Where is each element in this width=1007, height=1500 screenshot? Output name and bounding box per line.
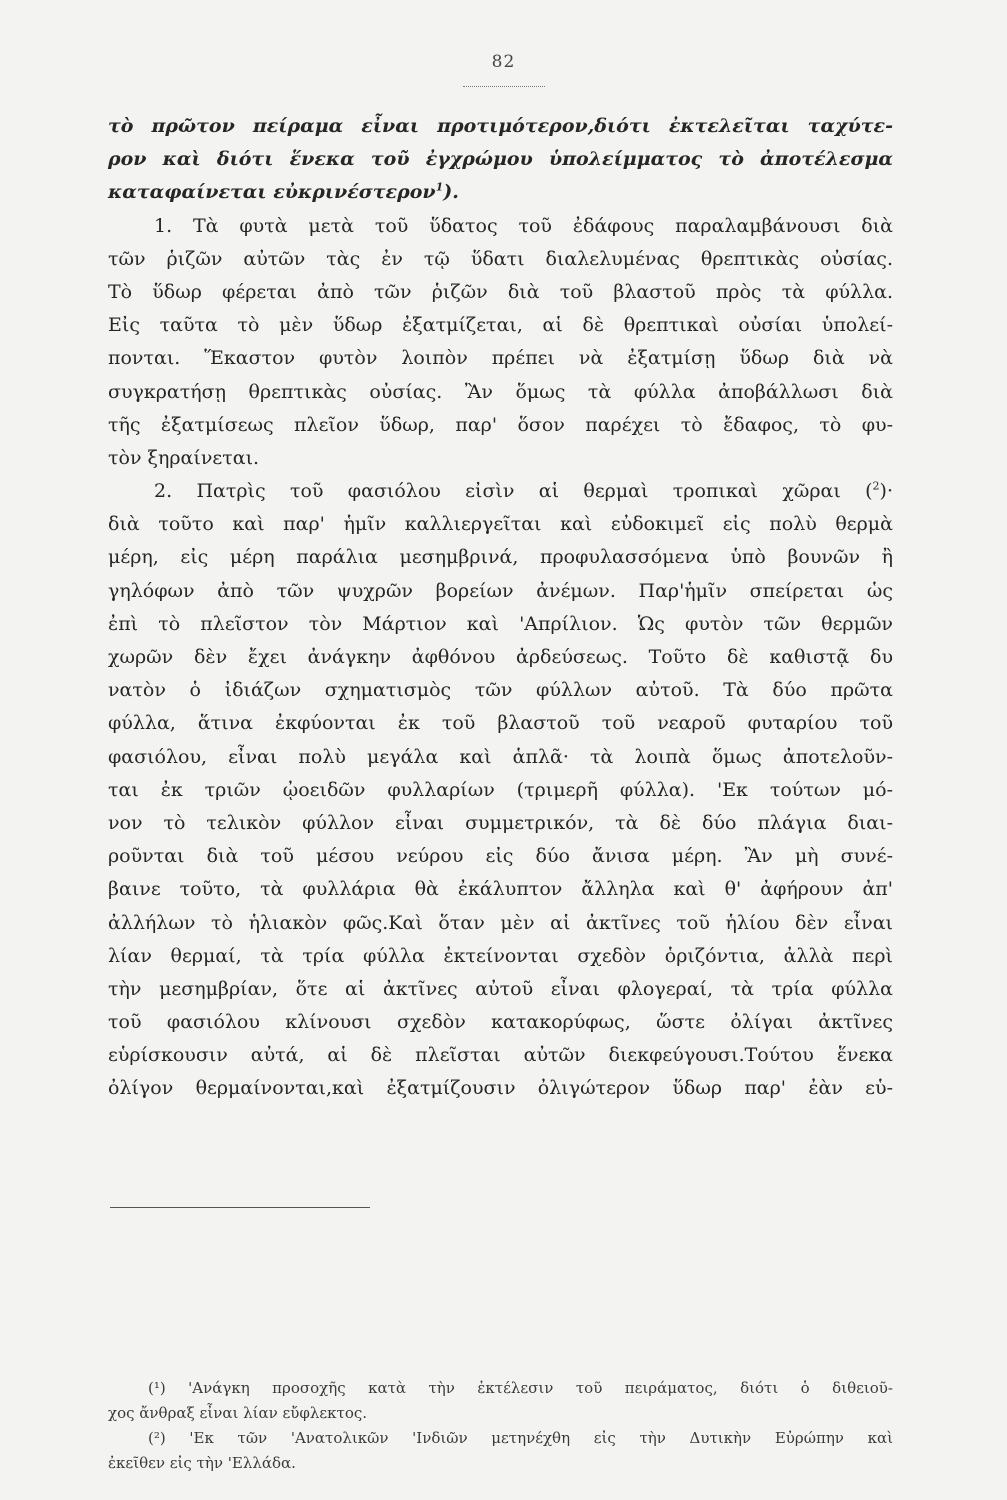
text-line: συγκρατήσῃ θρεπτικὰς οὐσίας. Ἂν ὅμως τὰ φύλλα ἀποβάλλωσι διὰ [108, 380, 893, 403]
text-line: λίαν θερμαί, τὰ τρία φύλλα ἐκτείνονται σχεδὸν ὁριζόντια, ἀλλὰ περὶ [108, 944, 893, 967]
text-line: ἀλλήλων τὸ ἡλιακὸν φῶς.Καὶ ὅταν μὲν αἱ ἀκτῖνες τοῦ ἡλίου δὲν εἶναι [108, 911, 893, 934]
footnote-divider [110, 1207, 370, 1208]
footnote-line: (²) 'Εκ τῶν 'Ανατολικῶν 'Ινδιῶν μετηνέχθη εἰς τὴν Δυτικὴν Εὐρώπην καὶ [148, 1429, 893, 1447]
text-line: διὰ τοῦτο καὶ παρ' ἡμῖν καλλιεργεῖται καὶ εὐδοκιμεῖ εἰς πολὺ θερμὰ [108, 513, 893, 536]
text-line: ἐπὶ τὸ πλεῖστον τὸν Μάρτιον καὶ 'Απρίλιον. Ὡς φυτὸν τῶν θερμῶν [108, 612, 893, 635]
text-line: νον τὸ τελικὸν φύλλον εἶναι συμμετρικόν, τὰ δὲ δύο πλάγια διαι- [108, 811, 893, 834]
page-number: 82 [491, 52, 516, 72]
text-line: φύλλα, ἅτινα ἐκφύονται ἐκ τοῦ βλαστοῦ τοῦ νεαροῦ φυταρίου τοῦ [108, 712, 893, 735]
text-line: τοῦ φασιόλου κλίνουσι σχεδὸν κατακορύφως, ὥστε ὀλίγαι ἀκτῖνες [108, 1011, 893, 1034]
text-line: τὸ πρῶτον πείραμα εἶναι προτιμότερον,διότι ἐκτελεῖται ταχύτε- [108, 115, 893, 137]
page-number-rule [463, 86, 545, 87]
body-text [108, 110, 893, 1106]
footnote-line: χος ἄνθραξ εἶναι λίαν εὔφλεκτος. [108, 1404, 368, 1422]
text-line: τῆς ἐξατμίσεως πλεῖον ὕδωρ, παρ' ὅσον παρέχει τὸ ἔδαφος, τὸ φυ- [108, 413, 893, 436]
text-line: μέρη, εἰς μέρη παράλια μεσημβρινά, προφυλασσόμενα ὑπὸ βουνῶν ἢ [108, 546, 893, 569]
text-line: καταφαίνεται εὐκρινέστερον$^1$). [108, 181, 459, 204]
text-line: Τὸ ὕδωρ φέρεται ἀπὸ τῶν ῥιζῶν διὰ τοῦ βλαστοῦ πρὸς τὰ φύλλα. [108, 280, 893, 303]
text-line: Εἰς ταῦτα τὸ μὲν ὕδωρ ἐξατμίζεται, αἱ δὲ θρεπτικαὶ οὐσίαι ὑπολεί- [108, 314, 893, 337]
text-line: ροῦνται διὰ τοῦ μέσου νεύρου εἰς δύο ἄνισα μέρη. Ἂν μὴ συνέ- [108, 845, 893, 868]
text-line: γηλόφων ἀπὸ τῶν ψυχρῶν βορείων ἀνέμων. Παρ'ἡμῖν σπείρεται ὡς [108, 579, 893, 602]
footnote-marker: 1 [435, 181, 444, 195]
text-line: φασιόλου, εἶναι πολὺ μεγάλα καὶ ἁπλᾶ· τὰ λοιπὰ ὅμως ἀποτελοῦν- [108, 745, 893, 768]
text-line: τὸν ξηραίνεται. [108, 446, 260, 469]
text-line: ὀλίγον θερμαίνονται,καὶ ἐξατμίζουσιν ὀλιγώτερον ὕδωρ παρ' ἐὰν εὑ- [108, 1077, 893, 1100]
text-line: ται ἐκ τριῶν ᾠοειδῶν φυλλαρίων (τριμερῆ φύλλα). 'Εκ τούτων μό- [108, 778, 893, 801]
text-line: χωρῶν δὲν ἔχει ἀνάγκην ἀφθόνου ἀρδεύσεως. Τοῦτο δὲ καθιστᾷ δυ [108, 646, 893, 668]
text-line: νατὸν ὁ ἰδιάζων σχηματισμὸς τῶν φύλλων αὐτοῦ. Τὰ δύο πρῶτα [108, 679, 893, 702]
text-line: τῶν ῥιζῶν αὐτῶν τὰς ἐν τῷ ὕδατι διαλελυμένας θρεπτικὰς οὐσίας. [108, 247, 893, 270]
text-line: πονται. Ἕκαστον φυτὸν λοιπὸν πρέπει νὰ ἐξατμίσῃ ὕδωρ διὰ νὰ [108, 347, 893, 370]
footnote-marker: 2 [872, 479, 880, 493]
text-line: 2. Πατρὶς τοῦ φασιόλου εἰσὶν αἱ θερμαὶ τροπικαὶ χῶραι ($^2$)· [154, 479, 893, 503]
text-line: εὑρίσκουσιν αὐτά, αἱ δὲ πλεῖσται αὐτῶν διεκφεύγουσι.Τούτου ἕνεκα [108, 1044, 893, 1067]
text-line: ρον καὶ διότι ἕνεκα τοῦ ἐγχρώμου ὑπολείμματος τὸ ἀποτέλεσμα [108, 148, 893, 171]
footnote-line: (¹) 'Ανάγκη προσοχῆς κατὰ τὴν ἐκτέλεσιν τοῦ πειράματος, διότι ὁ διθειοῦ- [148, 1379, 893, 1397]
text-line: 1. Τὰ φυτὰ μετὰ τοῦ ὕδατος τοῦ ἐδάφους παραλαμβάνουσι διὰ [154, 214, 893, 237]
footnotes [108, 1376, 893, 1476]
footnote-line: ἐκεῖθεν εἰς τὴν 'Ελλάδα. [108, 1454, 296, 1472]
text-line: βαινε τοῦτο, τὰ φυλλάρια θὰ ἐκάλυπτον ἄλληλα καὶ θ' ἀφήρουν ἀπ' [108, 878, 893, 901]
text-line: τὴν μεσημβρίαν, ὅτε αἱ ἀκτῖνες αὐτοῦ εἶναι φλογεραί, τὰ τρία φύλλα [108, 977, 893, 1000]
